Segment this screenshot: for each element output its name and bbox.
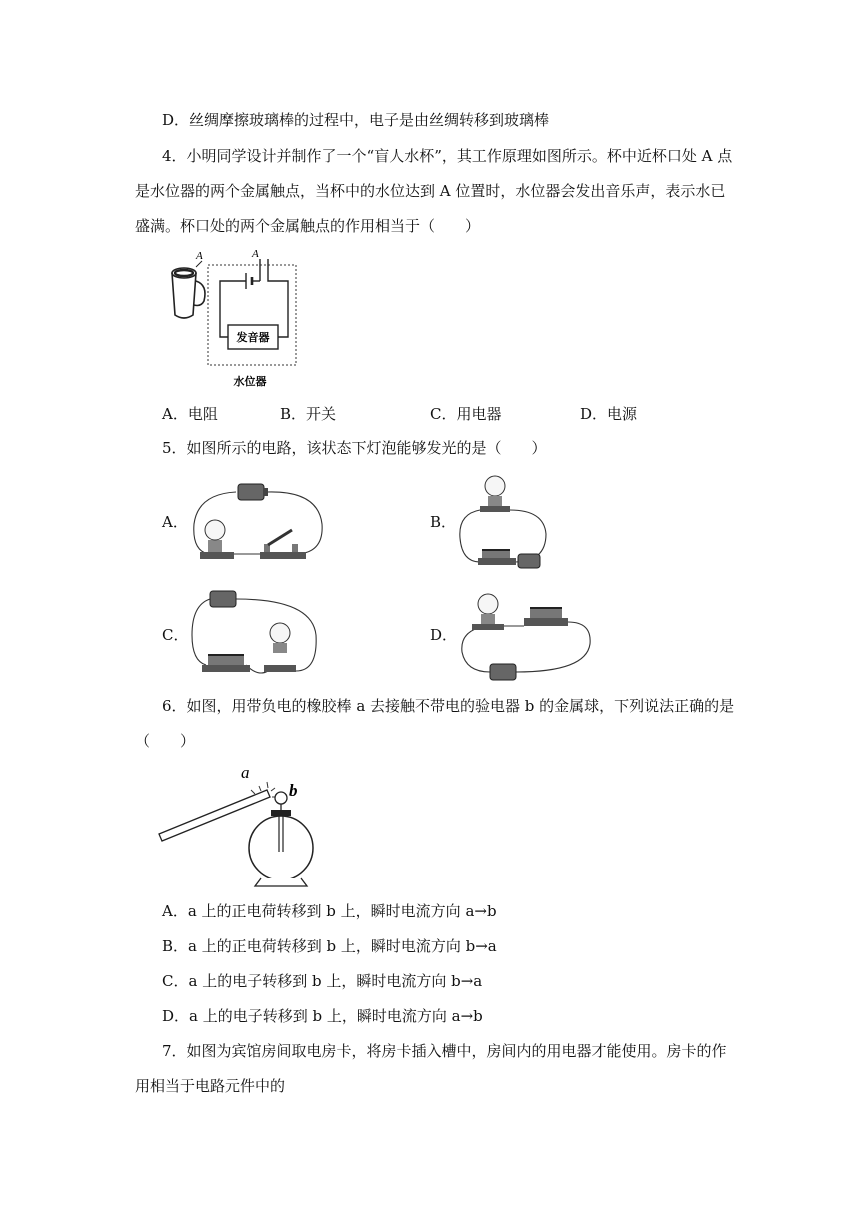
circuit-c-diagram <box>188 585 328 681</box>
q4-option-c: C．用电器 <box>430 405 502 423</box>
q5-stem: 5．如图所示的电路，该状态下灯泡能够发光的是（ ） <box>162 439 547 457</box>
circuit-d-diagram <box>458 588 598 683</box>
cup-icon <box>172 261 205 318</box>
q3-option-d: D．丝绸摩擦玻璃棒的过程中，电子是由丝绸转移到玻璃棒 <box>162 111 550 129</box>
q5-option-a: A． <box>162 513 188 531</box>
water-level-caption: 水位器 <box>233 375 267 388</box>
q7-stem-line2: 用相当于电路元件中的 <box>135 1077 286 1095</box>
closed-switch-icon <box>524 608 568 626</box>
electroscope-label-b: b <box>289 781 298 800</box>
bulb-icon <box>200 520 234 559</box>
open-switch-icon <box>260 530 306 559</box>
battery-icon <box>210 591 236 607</box>
electroscope-diagram <box>155 760 335 890</box>
q6-stem-line1: 6．如图，用带负电的橡胶棒 a 去接触不带电的验电器 b 的金属球，下列说法正确的是 <box>162 697 735 715</box>
q4-stem-line1: 4．小明同学设计并制作了一个“盲人水杯”，其工作原理如图所示。杯中近杯口处 A 点 <box>162 147 733 165</box>
q5-option-c: C． <box>162 626 189 644</box>
closed-switch-icon <box>478 550 516 565</box>
electroscope-icon <box>249 792 313 886</box>
battery-icon <box>238 484 268 500</box>
q6-option-c: C．a 上的电子转移到 b 上，瞬时电流方向 b→a <box>162 972 483 990</box>
q4-option-b: B．开关 <box>280 405 337 423</box>
point-a-label-left: A <box>196 250 203 262</box>
q5-option-b: B． <box>430 513 457 531</box>
rod-label-a: a <box>241 763 250 782</box>
circuit-a-diagram <box>188 474 328 564</box>
q6-option-a: A．a 上的正电荷转移到 b 上，瞬时电流方向 a→b <box>162 902 497 920</box>
water-level-diagram <box>160 245 310 390</box>
q4-option-a: A．电阻 <box>162 405 218 423</box>
q6-option-d: D．a 上的电子转移到 b 上，瞬时电流方向 a→b <box>162 1007 483 1025</box>
q4-stem-line3: 盛满。杯口处的两个金属触点的作用相当于（ ） <box>135 217 481 235</box>
bulb-icon <box>480 476 510 512</box>
q4-option-d: D．电源 <box>580 405 638 423</box>
q6-option-b: B．a 上的正电荷转移到 b 上，瞬时电流方向 b→a <box>162 937 497 955</box>
circuit-b-diagram <box>458 470 558 570</box>
q7-stem-line1: 7．如图为宾馆房间取电房卡，将房卡插入槽中，房间内的用电器才能使用。房卡的作 <box>162 1042 727 1060</box>
point-a-label-right: A <box>252 248 259 260</box>
battery-icon <box>490 664 516 680</box>
q6-stem-line2: （ ） <box>135 732 196 750</box>
closed-switch-icon <box>202 655 250 672</box>
bulb-icon <box>264 623 296 672</box>
bulb-icon <box>472 594 504 630</box>
battery-icon <box>518 554 540 568</box>
sound-device-label: 发音器 <box>236 331 270 344</box>
q4-stem-line2: 是水位器的两个金属触点，当杯中的水位达到 A 位置时，水位器会发出音乐声，表示水已 <box>135 182 726 200</box>
q5-option-d: D． <box>430 626 458 644</box>
